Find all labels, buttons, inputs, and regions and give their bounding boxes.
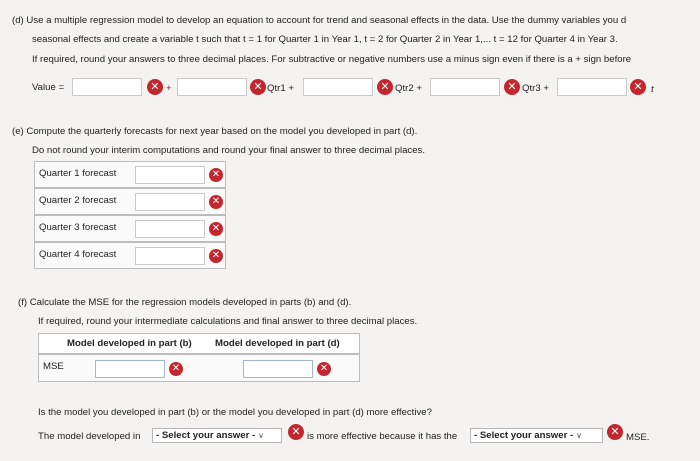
intercept-input[interactable] xyxy=(72,78,142,96)
x-circle-icon: ✕ xyxy=(209,249,223,263)
q1-forecast-input[interactable] xyxy=(135,166,205,184)
plus-sign: + xyxy=(166,83,172,94)
mse-table-header xyxy=(38,333,360,354)
model-select-value: - Select your answer - xyxy=(156,430,256,441)
forecast-row xyxy=(34,161,226,188)
mse-d-input[interactable] xyxy=(243,360,313,378)
q3-forecast-input[interactable] xyxy=(135,220,205,238)
sentence-start: The model developed in xyxy=(38,431,141,442)
forecast-row xyxy=(34,188,226,215)
x-circle-icon: ✕ xyxy=(377,79,393,95)
qtr1-coef-input[interactable] xyxy=(177,78,247,96)
forecast-label: Quarter 4 forecast xyxy=(39,249,117,260)
x-circle-icon: ✕ xyxy=(209,168,223,182)
t-label: t xyxy=(651,84,654,95)
x-circle-icon: ✕ xyxy=(147,79,163,95)
part-f-line2: If required, round your intermediate calculations and final answer to three decimal places. xyxy=(38,316,418,327)
x-circle-icon: ✕ xyxy=(169,362,183,376)
x-circle-icon: ✕ xyxy=(209,195,223,209)
q4-forecast-input[interactable] xyxy=(135,247,205,265)
x-circle-icon: ✕ xyxy=(209,222,223,236)
col-header-d: Model developed in part (d) xyxy=(215,338,340,349)
qtr3-label: Qtr3 + xyxy=(522,83,549,94)
chevron-down-icon: ∨ xyxy=(258,431,265,440)
x-circle-icon: ✕ xyxy=(607,424,623,440)
x-circle-icon: ✕ xyxy=(504,79,520,95)
part-d-line2: seasonal effects and create a variable t such that t = 1 for Quarter 1 in Year 1, t = 2 for Quarter 2 in Year 1,... t = 12 for Quarter 4 in Year 3. xyxy=(32,34,618,45)
forecast-label: Quarter 1 forecast xyxy=(39,168,117,179)
effectiveness-question: Is the model you developed in part (b) or the model you developed in part (d) more effective? xyxy=(38,407,432,418)
forecast-row xyxy=(34,242,226,269)
value-label: Value = xyxy=(32,82,65,93)
mse-label: MSE xyxy=(43,361,64,372)
part-f-line1: (f) Calculate the MSE for the regression models developed in parts (b) and (d). xyxy=(18,297,352,308)
model-select[interactable] xyxy=(152,428,282,443)
part-d-line1: (d) Use a multiple regression model to develop an equation to account for trend and seasonal effects in the data. Use the dummy variables you d xyxy=(12,15,627,26)
x-circle-icon: ✕ xyxy=(317,362,331,376)
mse-comparison-select[interactable] xyxy=(470,428,603,443)
sentence-end: MSE. xyxy=(626,432,650,443)
x-circle-icon: ✕ xyxy=(630,79,646,95)
part-d-line3: If required, round your answers to three decimal places. For subtractive or negative numbers use a minus sign even if there is a + sign before xyxy=(32,54,632,65)
t-coef-input[interactable] xyxy=(557,78,627,96)
x-circle-icon: ✕ xyxy=(288,424,304,440)
forecast-label: Quarter 2 forecast xyxy=(39,195,117,206)
mse-comparison-select-value: - Select your answer - xyxy=(474,430,574,441)
col-header-b: Model developed in part (b) xyxy=(67,338,192,349)
mse-table-row xyxy=(38,354,360,382)
chevron-down-icon: ∨ xyxy=(576,431,583,440)
forecast-label: Quarter 3 forecast xyxy=(39,222,117,233)
qtr2-label: Qtr2 + xyxy=(395,83,422,94)
part-e-line2: Do not round your interim computations and round your final answer to three decimal places. xyxy=(32,145,426,156)
sentence-mid: is more effective because it has the xyxy=(307,431,458,442)
forecast-row xyxy=(34,215,226,242)
qtr2-coef-input[interactable] xyxy=(303,78,373,96)
qtr1-label: Qtr1 + xyxy=(267,83,294,94)
mse-b-input[interactable] xyxy=(95,360,165,378)
qtr3-coef-input[interactable] xyxy=(430,78,500,96)
q2-forecast-input[interactable] xyxy=(135,193,205,211)
x-circle-icon: ✕ xyxy=(250,79,266,95)
part-e-line1: (e) Compute the quarterly forecasts for next year based on the model you developed in part (d). xyxy=(12,126,418,137)
